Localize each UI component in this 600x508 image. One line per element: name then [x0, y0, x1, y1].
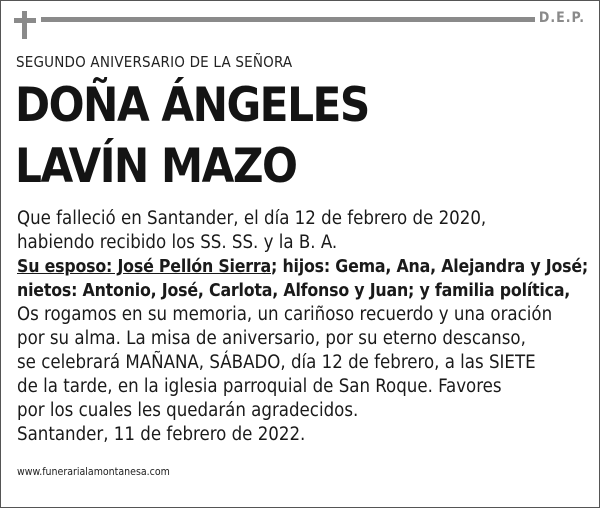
funeral-home-website: www.funerarialamontanesa.com	[17, 466, 170, 478]
family-list	[17, 255, 591, 303]
deceased-name	[15, 75, 369, 197]
message-line: se celebrará MAÑANA, SÁBADO, día 12 de febrero, a las SIETE	[17, 352, 536, 373]
place-date: Santander, 11 de febrero de 2022.	[17, 424, 306, 445]
children-names: ; hijos: Gema, Ana, Alejandra y José;	[271, 257, 589, 277]
anniversary-subtitle: SEGUNDO ANIVERSARIO DE LA SEÑORA	[16, 53, 293, 71]
cross-horizontal-bar	[14, 18, 36, 23]
latin-cross-icon	[14, 11, 36, 39]
message-line: de la tarde, en la iglesia parroquial de San Roque. Favores	[17, 376, 502, 397]
header-rule	[41, 17, 535, 22]
grandchildren-names: nietos: Antonio, José, Carlota, Alfonso y Juan; y familia política,	[17, 281, 571, 301]
obituary-body	[17, 207, 591, 447]
death-line-1: Que falleció en Santander, el día 12 de febrero de 2020,	[17, 208, 487, 229]
message-line: por los cuales les quedarán agradecidos.	[17, 400, 359, 421]
cross-vertical-bar	[22, 11, 27, 39]
dep-tag: D.E.P.	[538, 10, 585, 26]
mass-message	[17, 303, 591, 423]
message-line: por su alma. La misa de aniversario, por su eterno descanso,	[17, 328, 526, 349]
death-line-2: habiendo recibido los SS. SS. y la B. A.	[17, 232, 338, 253]
death-notice	[17, 207, 591, 255]
name-line-1: DOÑA ÁNGELES	[15, 78, 369, 133]
name-line-2: LAVÍN MAZO	[15, 139, 297, 194]
spouse-name: Su esposo: José Pellón Sierra	[17, 257, 271, 277]
message-line: Os rogamos en su memoria, un cariñoso recuerdo y una oración	[17, 304, 553, 325]
